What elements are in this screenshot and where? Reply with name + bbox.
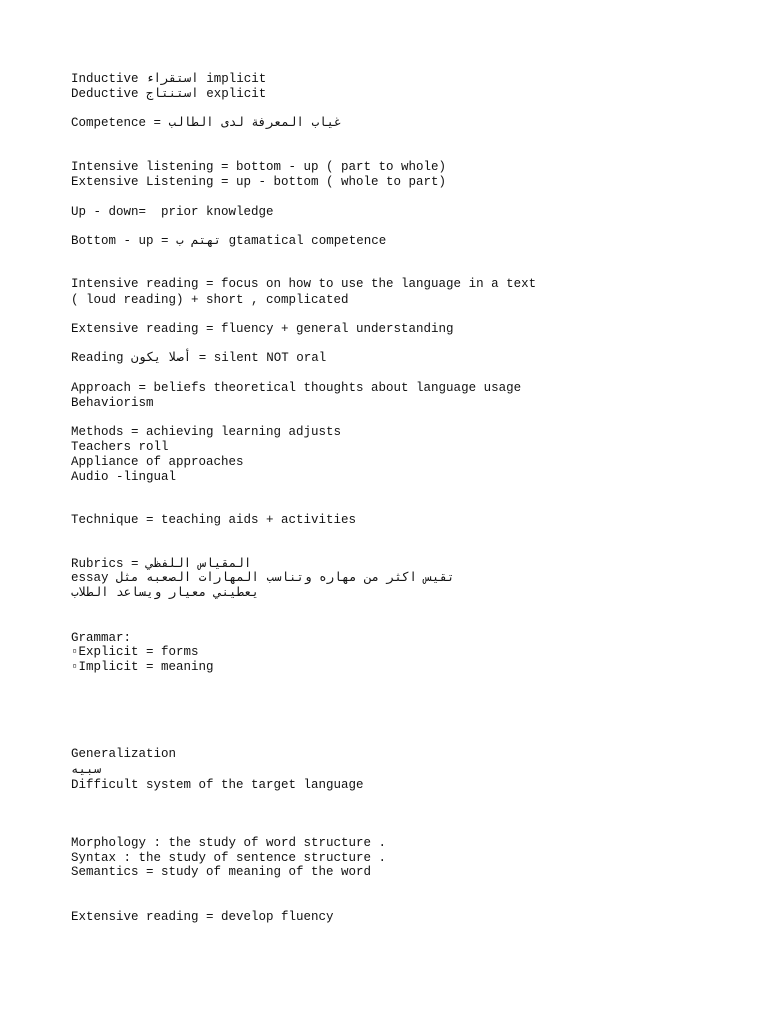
note-bottom-up: Bottom - up = تهتم ب gtamatical competence	[71, 234, 387, 248]
note-deductive: Deductive استنتاج explicit	[71, 87, 267, 101]
note-grammar-implicit: ▫Implicit = meaning	[71, 660, 214, 674]
note-intensive-reading-detail: ( loud reading) + short , complicated	[71, 293, 349, 307]
note-rubrics: Rubrics = المقياس اللفظي	[71, 557, 252, 571]
note-rubrics-standard: يعطيني معيار ويساعد الطلاب	[71, 586, 260, 600]
note-competence: Competence = غياب المعرفة لدى الطالب	[71, 116, 342, 130]
note-methods: Methods = achieving learning adjusts	[71, 425, 342, 439]
note-intensive-listening: Intensive listening = bottom - up ( part to whole)	[71, 160, 447, 174]
note-extensive-reading-fluency: Extensive reading = develop fluency	[71, 910, 334, 924]
note-semantics: Semantics = study of meaning of the word	[71, 865, 372, 879]
note-intensive-reading: Intensive reading = focus on how to use the language in a text	[71, 277, 537, 291]
note-technique: Technique = teaching aids + activities	[71, 513, 357, 527]
note-reading: Reading أصلا يكون = silent NOT oral	[71, 351, 327, 365]
note-approach: Approach = beliefs theoretical thoughts about language usage	[71, 381, 522, 395]
note-grammar-heading: Grammar:	[71, 631, 132, 645]
note-teachers-roll: Teachers roll	[71, 440, 169, 454]
note-grammar-explicit: ▫Explicit = forms	[71, 645, 199, 659]
note-difficult-system: Difficult system of the target language	[71, 778, 364, 792]
note-extensive-listening: Extensive Listening = up - bottom ( whole to part)	[71, 175, 447, 189]
note-inductive: Inductive استقراء implicit	[71, 72, 267, 86]
note-generalization-arabic: سبيه	[71, 763, 102, 777]
note-rubrics-essay: essay تقيس اكثر من مهاره وتناسب المهارات الصعبه مثل	[71, 571, 455, 585]
note-extensive-reading: Extensive reading = fluency + general understanding	[71, 322, 454, 336]
note-up-down: Up - down= prior knowledge	[71, 205, 274, 219]
note-morphology: Morphology : the study of word structure .	[71, 836, 387, 850]
note-audio-lingual: Audio -lingual	[71, 470, 177, 484]
note-syntax: Syntax : the study of sentence structure .	[71, 851, 387, 865]
note-behaviorism: Behaviorism	[71, 396, 154, 410]
note-appliance: Appliance of approaches	[71, 455, 244, 469]
note-generalization: Generalization	[71, 747, 177, 761]
